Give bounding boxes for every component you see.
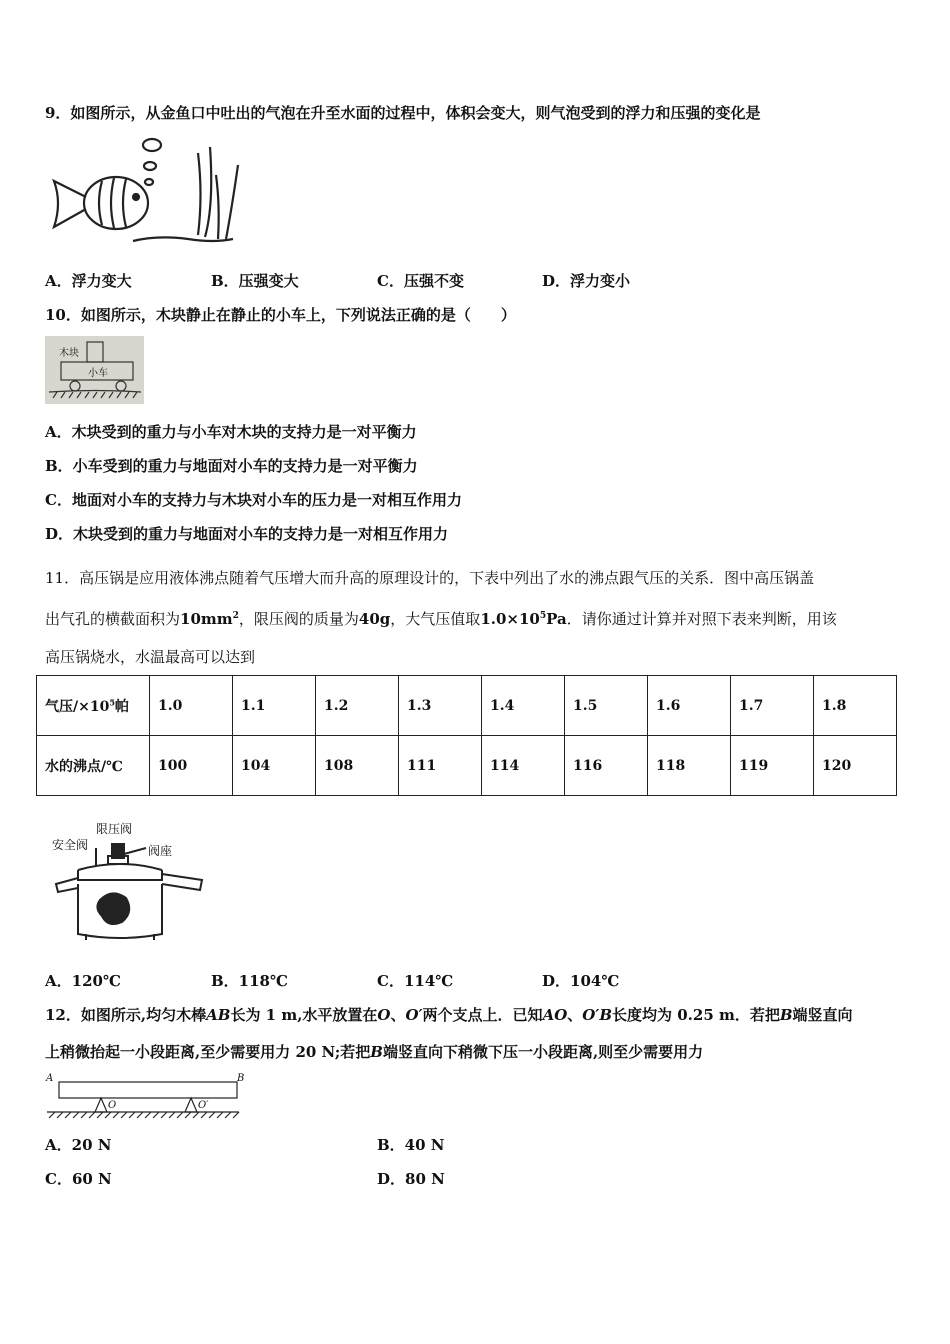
table-cell: 1.1 [233, 676, 316, 736]
q11-line1: 11．高压锅是应用液体沸点随着气压增大而升高的原理设计的，下表中列出了水的沸点跟气压的关系．图中高压锅盖 [45, 569, 815, 587]
table-cell: 1.7 [731, 676, 814, 736]
table-cell: 116 [565, 736, 648, 796]
table-cell: 1.3 [399, 676, 482, 736]
pressure-cooker-figure [50, 818, 210, 946]
q9-option-a: A．浮力变大 [45, 272, 132, 290]
q11-line2: 出气孔的横截面积为$10mm^2$，限压阀的质量为40g，大气压值取$1.0\times 10^5Pa$．请你通过计算并对照下表来判断，用该 [45, 610, 837, 628]
q9-option-c: C．压强不变 [377, 272, 464, 290]
valve-seat-label: 阀座 [148, 844, 173, 858]
boiling-header: 水的沸点/℃ [37, 736, 150, 796]
lever-label-a: A [46, 1073, 54, 1084]
table-cell: 1.5 [565, 676, 648, 736]
lever-figure [45, 1072, 250, 1124]
table-cell: 120 [814, 736, 897, 796]
table-cell: 1.8 [814, 676, 897, 736]
lever-label-o-prime: O′ [198, 1100, 209, 1111]
q10-option-d: D．木块受到的重力与地面对小车的支持力是一对相互作用力 [45, 525, 449, 543]
q9-option-b: B．压强变大 [211, 272, 299, 290]
table-cell: 1.0 [150, 676, 233, 736]
q12-option-b: B．40 N [377, 1136, 445, 1154]
q12-line1: 12．如图所示,均匀木棒AB长为 1 m,水平放置在O、O′两个支点上．已知AO、O′B长度均为 0.25 m．若把B端竖直向 [45, 1006, 853, 1024]
q12-option-c: C．60 N [45, 1170, 112, 1188]
table-cell: 104 [233, 736, 316, 796]
q9-stem: 9．如图所示，从金鱼口中吐出的气泡在升至水面的过程中，体积会变大，则气泡受到的浮力和压强的变化是 [45, 104, 761, 122]
cart-label: 小车 [88, 368, 108, 379]
table-row [37, 736, 897, 796]
q10-option-a: A．木块受到的重力与小车对木块的支持力是一对平衡力 [45, 423, 417, 441]
q11-stem [45, 559, 915, 676]
q9-option-d: D．浮力变小 [542, 272, 631, 290]
cart-block-figure [45, 336, 144, 404]
pressure-valve-label: 限压阀 [96, 822, 133, 836]
block-label: 木块 [59, 348, 79, 359]
table-cell: 118 [648, 736, 731, 796]
table-cell: 1.6 [648, 676, 731, 736]
lever-label-o: O [108, 1100, 117, 1111]
q11-option-d: D．104℃ [542, 972, 620, 990]
table-cell: 108 [316, 736, 399, 796]
table-cell: 119 [731, 736, 814, 796]
q10-option-b: B．小车受到的重力与地面对小车的支持力是一对平衡力 [45, 457, 418, 475]
safety-valve-label: 安全阀 [52, 838, 89, 852]
table-cell: 100 [150, 736, 233, 796]
fish-bubbles-figure [48, 135, 248, 253]
pressure-header: 气压$/\times 10^5$帕 [37, 676, 150, 736]
q11-option-c: C．114℃ [377, 972, 454, 990]
table-cell: 1.2 [316, 676, 399, 736]
lever-drawing [45, 1072, 250, 1124]
q11-option-b: B．118℃ [211, 972, 288, 990]
q11-option-a: A．120℃ [45, 972, 121, 990]
q11-line3: 高压锅烧水，水温最高可以达到 [45, 648, 256, 666]
q10-stem: 10．如图所示，木块静止在静止的小车上，下列说法正确的是（ ） [45, 306, 516, 324]
table-row [37, 676, 897, 736]
q12-option-d: D．80 N [377, 1170, 445, 1188]
table-cell: 114 [482, 736, 565, 796]
table-cell: 1.4 [482, 676, 565, 736]
boiling-point-table [36, 675, 897, 796]
table-cell: 111 [399, 736, 482, 796]
lever-label-b: B [237, 1073, 245, 1084]
q10-option-c: C．地面对小车的支持力与木块对小车的压力是一对相互作用力 [45, 491, 462, 509]
q12-line2: 上稍微抬起一小段距离,至少需要用力 20 N;若把B端竖直向下稍微下压一小段距离,则至少需要用力 [45, 1043, 704, 1061]
q12-option-a: A．20 N [45, 1136, 112, 1154]
